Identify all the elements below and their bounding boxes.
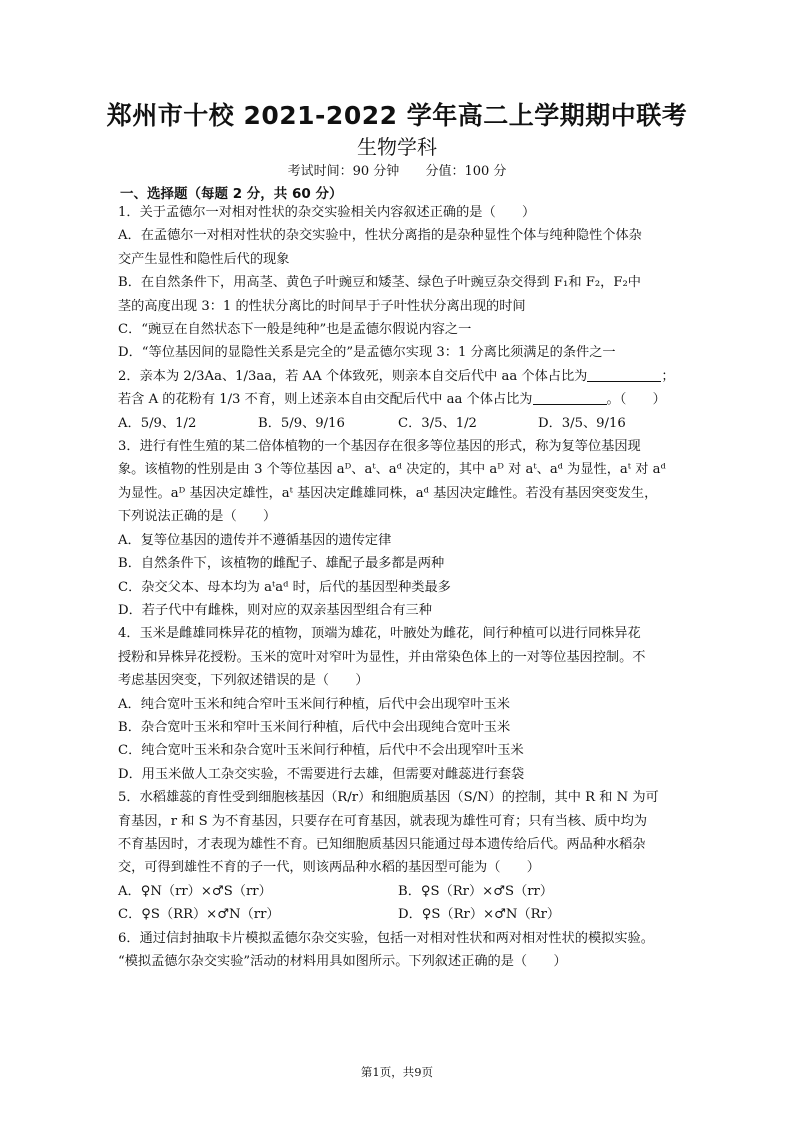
question-stem-line: 6．通过信封抽取卡片模拟孟德尔杂交实验，包括一对相对性状和两对相对性状的模拟实验。 [118,930,654,946]
subject-title: 生物学科 [357,135,437,159]
option-a: A．♀N（rr）×♂S（rr） [118,883,272,899]
question-stem-line: 为显性。aᴰ 基因决定雄性，aᵗ 基因决定雌雄同株，aᵈ 基因决定雌性。若没有基因突变发生， [118,485,658,501]
question-stem-line: 1．关于孟德尔一对相对性状的杂交实验相关内容叙述正确的是（ ） [118,205,536,220]
option-b: B．5/9、9/16 [258,415,345,431]
option-c: C．♀S（RR）×♂N（rr） [118,907,280,923]
question-stem-line [118,388,680,411]
question-stem-line: 3．进行有性生殖的某二倍体植物的一个基因存在很多等位基因的形式，称为复等位基因现 [118,439,641,455]
option-line: A．在孟德尔一对相对性状的杂交实验中，性状分离指的是杂种显性个体与纯种隐性个体杂 [118,228,642,244]
question-stem-end: 。（ ） [606,392,666,408]
option-b: B．♀S（Rr）×♂S（rr） [398,883,554,899]
answer-blank [533,390,607,405]
question-stem-text: 若含 A 的花粉有 1/3 不育，则上述亲本自由交配后代中 aa 个体占比为 [118,392,533,408]
option-line: D．“等位基因间的显隐性关系是完全的”是孟德尔实现 3：1 分离比须满足的条件之一 [118,345,616,361]
question-5 [118,786,680,926]
question-stem-line: 不育基因时，才表现为雄性不育。已知细胞质基因只能通过母本遗传给后代。两品种水稻杂 [118,836,646,852]
option-b: B．自然条件下，该植物的雌配子、雄配子最多都是两种 [118,556,445,572]
options-row [118,903,680,926]
option-a: A．复等位基因的遗传并不遵循基因的遗传定律 [118,532,392,548]
option-d: D．3/5、9/16 [538,415,626,431]
options-row [118,412,680,435]
question-1 [118,201,680,365]
question-3 [118,435,680,622]
option-a: A．纯合宽叶玉米和纯合窄叶玉米间行种植，后代中会出现窄叶玉米 [118,696,510,712]
option-line: C．“豌豆在自然状态下一般是纯种”也是孟德尔假说内容之一 [118,322,472,338]
option-d: D．用玉米做人工杂交实验，不需要进行去雄，但需要对雌蕊进行套袋 [118,766,525,782]
question-stem-line: 2．亲本为 2/3Aa、1/3aa，若 AA 个体致死，则亲本自交后代中 aa 个体占比为 ； [118,368,675,384]
exam-title: 郑州市十校 2021-2022 学年高二上学期期中联考 [106,101,688,130]
option-line: 交产生显性和隐性后代的现象 [118,251,290,267]
exam-time: 考试时间：90 分钟 [287,164,400,179]
option-line: 茎的高度出现 3：1 的性状分离比的时间早于子叶性状分离出现的时间 [118,298,526,314]
option-d: D．若子代中有雌株，则对应的双亲基因型组合有三种 [118,602,432,618]
question-stem-line: 4．玉米是雌雄同株异花的植物，顶端为雄花，叶腋处为雌花，间行种植可以进行同株异花 [118,626,641,642]
option-c: C．纯合宽叶玉米和杂合宽叶玉米间行种植，后代中不会出现窄叶玉米 [118,743,524,759]
answer-blank [587,367,661,382]
question-stem-line: 象。该植物的性别是由 3 个等位基因 aᴰ、aᵗ、aᵈ 决定的，其中 aᴰ 对 aᵗ、aᵈ 为显性，aᵗ 对 aᵈ [118,462,666,478]
question-2 [118,365,680,435]
option-line: B．在自然条件下，用高茎、黄色子叶豌豆和矮茎、绿色子叶豌豆杂交得到 F₁和 F₂，F₂中 [118,275,641,291]
page-number: 第1页，共9页 [360,1065,434,1079]
option-c: C．3/5、1/2 [398,415,477,431]
question-6 [118,927,680,974]
question-stem-line: 下列说法正确的是（ ） [118,509,277,525]
option-c: C．杂交父本、母本均为 aᵗaᵈ 时，后代的基因型种类最多 [118,579,451,595]
question-stem-line: 考虑基因突变，下列叙述错误的是（ ） [118,673,369,689]
question-stem-line: 交，可得到雄性不育的子一代，则该两品种水稻的基因型可能为（ ） [118,860,540,876]
option-d: D．♀S（Rr）×♂N（Rr） [398,907,561,923]
question-list [118,201,680,973]
question-stem-text: 2．亲本为 2/3Aa、1/3aa，若 AA 个体致死，则亲本自交后代中 aa 个体占比为 [118,368,588,384]
section-heading: 一、选择题（每题 2 分，共 60 分） [120,186,343,202]
exam-meta [0,160,794,179]
question-stem-line: “模拟孟德尔杂交实验”活动的材料用具如图所示。下列叙述正确的是（ ） [118,954,567,969]
question-stem-line: 育基因，r 和 S 为不育基因，只要存在可育基因，就表现为雄性可育；只有当核、质中均为 [118,813,648,829]
exam-score: 分值：100 分 [425,164,507,179]
question-stem-line: 5．水稻雄蕊的育性受到细胞核基因（R/r）和细胞质基因（S/N）的控制，其中 R 和 N 为可 [118,790,659,806]
question-stem-line: 授粉和异株异花授粉。玉米的宽叶对窄叶为显性，并由常染色体上的一对等位基因控制。不 [118,649,646,665]
option-a: A．5/9、1/2 [118,415,197,431]
question-4 [118,622,680,786]
options-row [118,880,680,903]
option-b: B．杂合宽叶玉米和窄叶玉米间行种植，后代中会出现纯合宽叶玉米 [118,719,511,735]
